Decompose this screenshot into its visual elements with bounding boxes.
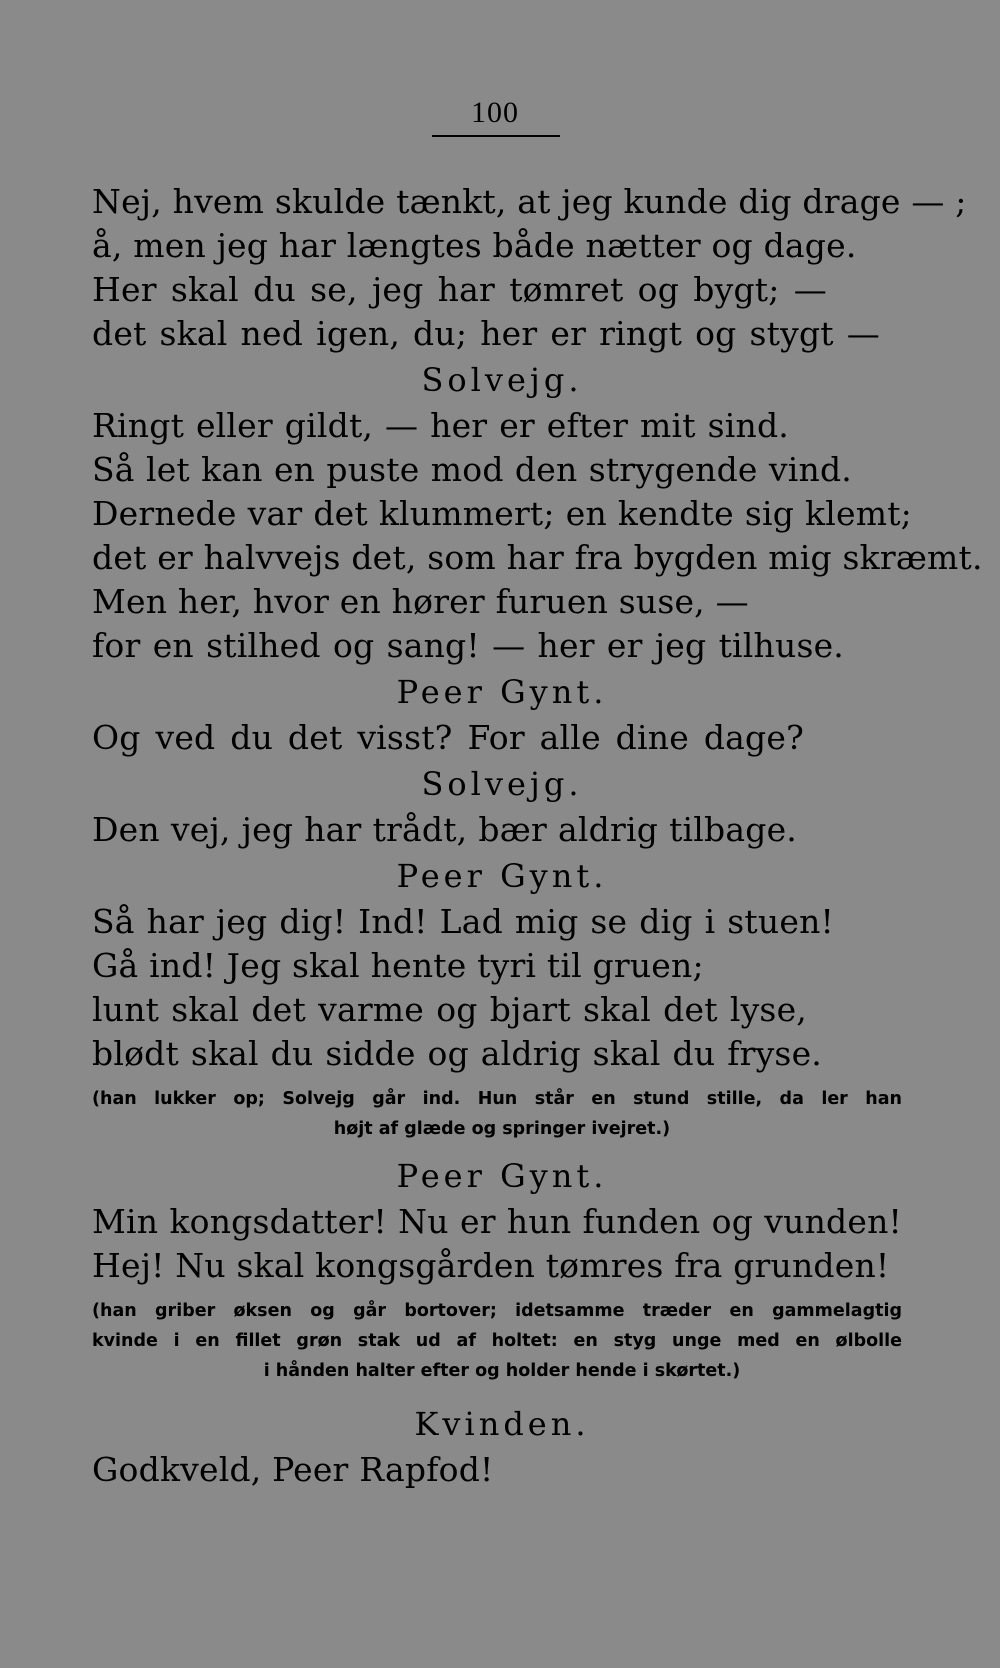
stage-direction: (han lukker op; Solvejg går ind. Hun står en stund stille, da ler han xyxy=(92,1089,902,1109)
verse-line: det er halvvejs det, som har fra bygden mig skræmt. xyxy=(92,538,983,577)
spacer xyxy=(92,1076,912,1084)
speaker-name: Solvejg. xyxy=(421,765,583,803)
speaker-name: Peer Gynt. xyxy=(396,673,608,711)
verse-line: det skal ned igen, du; her er ringt og stygt — xyxy=(92,314,880,353)
verse-line: Nej, hvem skulde tænkt, at jeg kunde dig drage — ; xyxy=(92,182,967,221)
speaker-name: Peer Gynt. xyxy=(396,1157,608,1195)
verse-line: Hej! Nu skal kongsgården tømres fra grunden! xyxy=(92,1246,890,1285)
verse-line: Godkveld, Peer Rapfod! xyxy=(92,1450,494,1489)
stage-direction: i hånden halter efter og holder hende i skørtet.) xyxy=(263,1361,741,1381)
verse-line: lunt skal det varme og bjart skal det lyse, xyxy=(92,990,807,1029)
verse-line: å, men jeg har længtes både nætter og dage. xyxy=(92,226,857,265)
verse-line: Så let kan en puste mod den strygende vind. xyxy=(92,450,852,489)
speaker-name: Solvejg. xyxy=(421,361,583,399)
spacer xyxy=(92,1144,912,1152)
speaker-name: Kvinden. xyxy=(414,1405,590,1443)
verse-line: Så har jeg dig! Ind! Lad mig se dig i stuen! xyxy=(92,902,834,941)
page-number: 100 xyxy=(471,96,519,129)
page-number-rule xyxy=(432,135,560,137)
page-text xyxy=(92,180,983,1492)
stage-direction: kvinde i en fillet grøn stak ud af holtet: en styg unge med en ølbolle xyxy=(92,1331,902,1351)
verse-line: Dernede var det klummert; en kendte sig klemt; xyxy=(92,494,912,533)
verse-line: Men her, hvor en hører furuen suse, — xyxy=(92,582,749,621)
spacer xyxy=(92,1386,912,1400)
verse-line: Ringt eller gildt, — her er efter mit sind. xyxy=(92,406,789,445)
verse-line: Gå ind! Jeg skal hente tyri til gruen; xyxy=(92,946,704,985)
verse-line: blødt skal du sidde og aldrig skal du fryse. xyxy=(92,1034,822,1073)
verse-line: Den vej, jeg har trådt, bær aldrig tilbage. xyxy=(92,810,797,849)
spacer xyxy=(92,1288,912,1296)
verse-line: Min kongsdatter! Nu er hun funden og vunden! xyxy=(92,1202,902,1241)
stage-direction: (han griber øksen og går bortover; idetsamme træder en gammelagtig xyxy=(92,1301,902,1321)
verse-line: for en stilhed og sang! — her er jeg tilhuse. xyxy=(92,626,844,665)
stage-direction: højt af glæde og springer ivejret.) xyxy=(333,1119,671,1139)
verse-line: Her skal du se, jeg har tømret og bygt; — xyxy=(92,270,827,309)
verse-line: Og ved du det visst? For alle dine dage? xyxy=(92,718,804,757)
speaker-name: Peer Gynt. xyxy=(396,857,608,895)
